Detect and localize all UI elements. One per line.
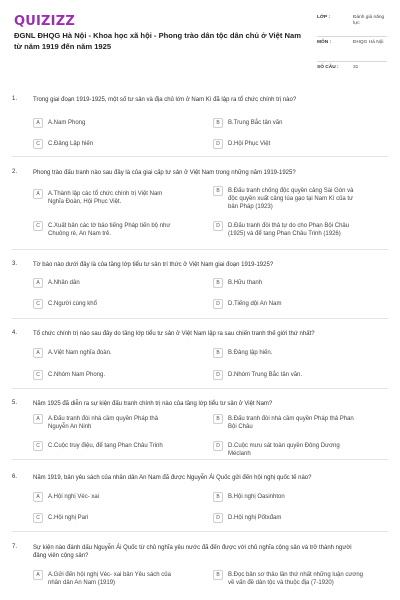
option-letter: C	[33, 221, 43, 231]
option-letter: C	[33, 441, 43, 451]
option-text: D.Nhóm Trung Bắc tân văn.	[228, 372, 303, 378]
option-a[interactable]	[33, 414, 173, 431]
option-letter: A	[33, 189, 43, 199]
option-b[interactable]	[213, 414, 364, 431]
question-number: 7.	[12, 544, 18, 550]
option-letter: B	[213, 186, 223, 196]
worksheet-title: ĐGNL ĐHQG Hà Nội - Khoa học xã hội - Phong trào dân tộc dân chủ ở Việt Nam từ năm 1919 đến năm 1925	[14, 31, 301, 51]
option-text: C.Hội nghị Pari	[48, 515, 89, 521]
question-text: Sự kiện nào đánh dấu Nguyễn Ái Quốc từ chủ nghĩa yêu nước đã đến được với chủ nghĩa cộng sản và trở thành người đảng viên cộng sản?	[33, 545, 352, 560]
question-divider	[12, 156, 388, 157]
meta-grade-label: LỚP :	[317, 15, 331, 20]
question-number: 1.	[12, 96, 18, 102]
option-text: D.Cuộc mưu sát toàn quyền Đông Dương Méclanh	[228, 443, 340, 457]
option-a[interactable]	[33, 570, 173, 587]
option-text: B.Đấu tranh chống độc quyền cảng Sài Gòn và độc quyền xuất cảng lúa gạo tại Nam Kì của tư bản Pháp (1923)	[228, 188, 354, 210]
question-text: Năm 1925 đã diễn ra sự kiện đấu tranh chính trị nào của tầng lớp tiểu tư sản ở Việt Nam?	[33, 401, 273, 407]
meta-subject-row	[317, 37, 387, 62]
option-text: D.Hội Phục Việt	[228, 141, 271, 147]
option-letter: C	[33, 299, 43, 309]
option-letter: D	[213, 221, 223, 231]
option-text: A.Hội nghị Véc- xai	[48, 494, 100, 500]
option-text: A.Đấu tranh đòi nhà cầm quyền Pháp thả Nguyễn An Ninh	[48, 416, 159, 430]
option-text: C.Đảng Lập hiến	[48, 141, 94, 147]
option-text: D.Hội nghị Pốtxđam	[228, 515, 282, 521]
option-letter: B	[213, 414, 223, 424]
meta-subject-label: MÔN :	[317, 40, 332, 45]
option-b[interactable]	[213, 118, 364, 128]
question-divider	[12, 318, 388, 319]
question-divider	[12, 459, 388, 460]
question-text: Phong trào đấu tranh nào sau đây là của giai cấp tư sản ở Việt Nam trong những năm 1919-1925?	[33, 170, 296, 176]
option-letter: C	[33, 139, 43, 149]
option-letter: D	[213, 139, 223, 149]
question-divider	[12, 531, 388, 532]
option-letter: B	[213, 570, 223, 580]
question-text: Năm 1919, bản yêu sách của nhân dân An Nam đã được Nguyễn Ái Quốc gửi đến hội nghị quốc tế nào?	[33, 475, 312, 481]
question-text: Trong giai đoạn 1919-1925, một số tư sản và địa chủ lớn ở Nam Kì đã lập ra tổ chức chính trị nào?	[33, 97, 297, 103]
option-letter: A	[33, 348, 43, 358]
option-text: C.Xuất bản các tờ báo tiếng Pháp tiến bộ như Chuông rè, An Nam trẻ.	[48, 223, 171, 237]
option-letter: D	[213, 441, 223, 451]
question-text: Tổ chức chính trị nào sau đây do tầng lớp tiểu tư sản ở Việt Nam lập ra sau chiến tranh thế giới thứ nhất?	[33, 331, 315, 337]
option-a[interactable]	[33, 189, 173, 206]
option-c[interactable]	[33, 139, 173, 149]
question-number: 2.	[12, 169, 18, 175]
option-d[interactable]	[213, 441, 364, 458]
option-c[interactable]	[33, 299, 173, 309]
meta-grade-value: Đánh giá năng lực	[353, 15, 385, 27]
option-text: D.Đấu tranh đòi thả tự do cho Phan Bội Châu (1925) và để tang Phan Châu Trinh (1926)	[228, 223, 350, 237]
question-number: 5.	[12, 400, 18, 406]
option-d[interactable]	[213, 370, 364, 380]
option-letter: A	[33, 492, 43, 502]
option-text: B.Đọc bản sơ thảo lần thứ nhất những luận cương về vấn đề dân tộc và thuộc địa (7-1920)	[228, 572, 364, 586]
option-text: C.Nhóm Nam Phong.	[48, 372, 106, 378]
option-letter: B	[213, 118, 223, 128]
option-c[interactable]	[33, 370, 173, 380]
question-number: 4.	[12, 330, 18, 336]
option-d[interactable]	[213, 221, 364, 238]
worksheet-header	[0, 0, 400, 82]
option-text: B.Đảng lập hiến.	[228, 350, 273, 356]
option-text: C.Người cùng khổ	[48, 301, 97, 307]
option-text: D.Tiếng dội An Nam	[228, 301, 282, 307]
option-letter: D	[213, 513, 223, 523]
option-letter: D	[213, 299, 223, 309]
option-text: A.Việt Nam nghĩa đoàn.	[48, 350, 112, 356]
option-d[interactable]	[213, 139, 364, 149]
option-a[interactable]	[33, 118, 173, 128]
option-c[interactable]	[33, 221, 173, 238]
question-divider	[12, 388, 388, 389]
meta-grade-row	[317, 12, 387, 37]
option-letter: D	[213, 370, 223, 380]
meta-subject-value: ĐHQG Hà Nội	[353, 40, 384, 45]
option-letter: B	[213, 492, 223, 502]
question-number: 6.	[12, 474, 18, 480]
option-letter: A	[33, 570, 43, 580]
option-text: B.Hữu thanh	[228, 280, 263, 286]
option-letter: A	[33, 278, 43, 288]
meta-count-row	[317, 62, 387, 77]
option-b[interactable]	[213, 348, 364, 358]
option-letter: B	[213, 278, 223, 288]
option-a[interactable]	[33, 348, 173, 358]
meta-count-value: 31	[353, 65, 359, 70]
option-b[interactable]	[213, 492, 364, 502]
question-divider	[12, 249, 388, 250]
option-text: A.Gửi đến hội nghị Véc- xai bản Yêu sách của nhân dân An Nam (1919)	[48, 572, 171, 586]
option-d[interactable]	[213, 513, 364, 523]
option-letter: C	[33, 370, 43, 380]
question-number: 3.	[12, 261, 18, 267]
option-a[interactable]	[33, 492, 173, 502]
option-text: B.Đấu tranh đòi nhà cầm quyền Pháp thả Phan Bội Châu	[228, 416, 354, 430]
option-letter: C	[33, 513, 43, 523]
option-c[interactable]	[33, 441, 173, 451]
option-letter: B	[213, 348, 223, 358]
option-letter: A	[33, 414, 43, 424]
option-text: C.Cuộc truy điệu, để tang Phan Châu Trinh	[48, 443, 163, 449]
option-b[interactable]	[213, 278, 364, 288]
option-d[interactable]	[213, 299, 364, 309]
worksheet-meta	[317, 12, 387, 77]
option-text: B.Hội nghị Oasinhton	[228, 494, 285, 500]
option-text: A.Nam Phong	[48, 120, 86, 126]
meta-count-label: SỐ CÂU :	[317, 65, 339, 70]
option-b[interactable]	[213, 570, 364, 587]
option-b[interactable]	[213, 186, 364, 211]
option-text: B.Trung Bắc tân văn	[228, 120, 283, 126]
option-a[interactable]	[33, 278, 173, 288]
option-letter: A	[33, 118, 43, 128]
question-text: Tờ báo nào dưới đây là của tầng lớp tiểu tư sản trí thức ở Việt Nam giai đoạn 1919-1925?	[33, 262, 274, 268]
option-text: A.Nhân dân	[48, 280, 80, 286]
quizizz-logo: QUIZIZZ	[14, 14, 75, 29]
option-text: A.Thành lập các tổ chức chính trị Việt Nam Nghĩa Đoàn, Hội Phục Việt.	[48, 191, 163, 205]
option-c[interactable]	[33, 513, 173, 523]
